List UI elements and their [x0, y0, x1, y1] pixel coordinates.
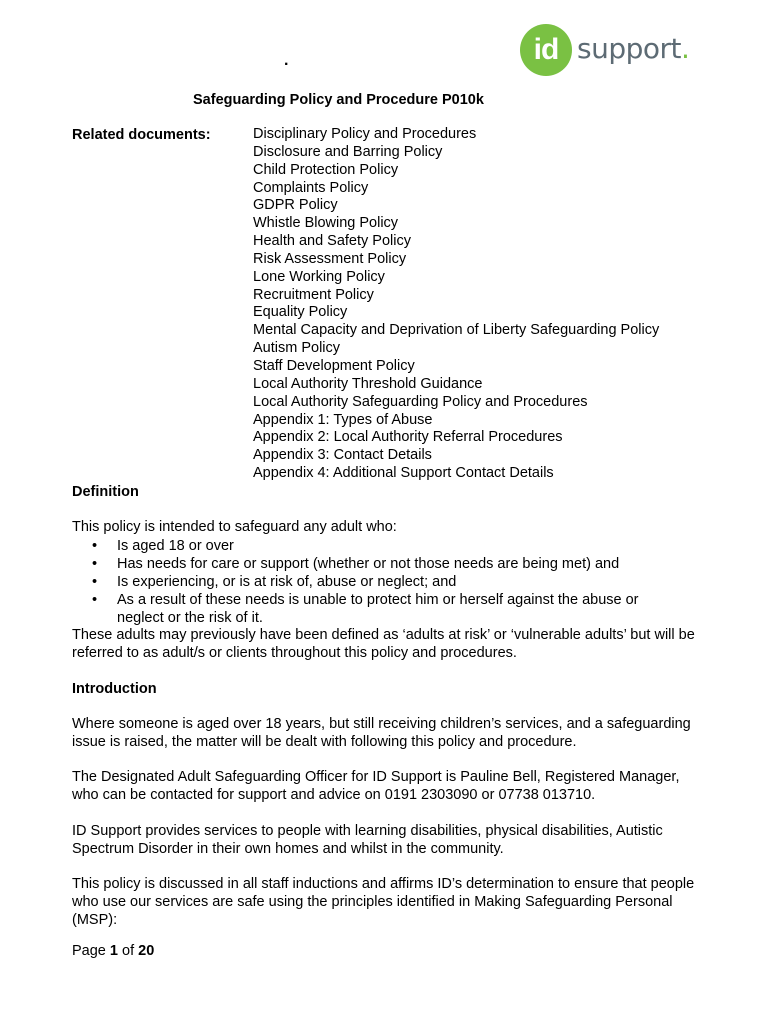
related-document-item: Mental Capacity and Deprivation of Liberty Safeguarding Policy — [253, 322, 660, 339]
introduction-heading: Introduction — [72, 681, 157, 697]
introduction-paragraph-1: Where someone is aged over 18 years, but still receiving children’s services, and a safeguarding issue is raised, the matter will be dealt with following this policy and procedure. — [72, 716, 691, 750]
header-mark: . — [284, 52, 289, 69]
related-document-item: Health and Safety Policy — [253, 233, 411, 250]
definition-bullet-item — [72, 574, 672, 592]
logo-mark: id — [520, 24, 572, 76]
related-document-item: Recruitment Policy — [253, 286, 374, 303]
related-document-item: Child Protection Policy — [253, 161, 399, 178]
related-document-item: Whistle Blowing Policy — [253, 215, 399, 232]
document-title: Safeguarding Policy and Procedure P010k — [193, 92, 484, 108]
footer-current-page: 1 — [109, 943, 118, 959]
related-document-item: Appendix 4: Additional Support Contact Details — [253, 465, 554, 482]
bullet-text: Is experiencing, or is at risk of, abuse or neglect; and — [117, 573, 457, 590]
related-document-item: Disciplinary Policy and Procedures — [253, 126, 477, 142]
definition-bullet-item — [72, 592, 672, 628]
related-document-item: Staff Development Policy — [253, 357, 415, 374]
footer-total-pages: 20 — [138, 943, 155, 959]
footer-of-word: of — [122, 943, 135, 959]
related-document-item: Equality Policy — [253, 304, 348, 321]
bullet-text: Has needs for care or support (whether or not those needs are being met) and — [117, 555, 620, 572]
definition-bullet-list — [72, 538, 672, 628]
related-documents-label: Related documents: — [72, 127, 211, 143]
introduction-paragraph-4: This policy is discussed in all staff inductions and affirms ID’s determination to ensure that people who use our services are safe using the principles identified in Making Safeguarding Personal (MSP): — [72, 876, 695, 928]
bullet-text: Is aged 18 or over — [117, 538, 234, 554]
logo-wordmark — [577, 31, 689, 67]
bullet-marker: • — [92, 573, 98, 590]
definition-closing: These adults may previously have been defined as ‘adults at risk’ or ‘vulnerable adults’ but will be referred to as adult/s or clients throughout this policy and procedures. — [72, 627, 695, 661]
introduction-paragraph-2: The Designated Adult Safeguarding Officer for ID Support is Pauline Bell, Registered Manager, who can be contacted for support and advice on 0191 2303090 or 07738 013710. — [72, 769, 680, 803]
logo-word-text: support — [577, 32, 682, 65]
related-documents-list — [253, 126, 659, 483]
related-document-item: Local Authority Safeguarding Policy and Procedures — [253, 393, 588, 410]
related-document-item: Complaints Policy — [253, 179, 369, 196]
definition-bullet-item — [72, 538, 672, 556]
definition-bullet-item — [72, 556, 672, 574]
page-footer — [72, 943, 154, 959]
logo-dot: . — [681, 32, 690, 65]
related-document-item: Appendix 3: Contact Details — [253, 447, 432, 464]
related-document-item: GDPR Policy — [253, 197, 338, 214]
bullet-marker: • — [92, 555, 98, 572]
introduction-paragraph-3: ID Support provides services to people with learning disabilities, physical disabilities, Autistic Spectrum Disorder in their own homes and whilst in the community. — [72, 823, 663, 857]
related-document-item: Appendix 2: Local Authority Referral Procedures — [253, 429, 563, 446]
definition-heading: Definition — [72, 484, 139, 500]
id-support-logo — [520, 22, 690, 78]
related-document-item: Autism Policy — [253, 340, 341, 357]
related-document-item: Local Authority Threshold Guidance — [253, 375, 483, 392]
bullet-marker: • — [92, 591, 98, 608]
footer-page-word: Page — [72, 943, 106, 959]
related-document-item: Risk Assessment Policy — [253, 250, 407, 267]
related-document-item: Lone Working Policy — [253, 268, 385, 285]
bullet-text: As a result of these needs is unable to protect him or herself against the abuse or neglect or the risk of it. — [117, 591, 639, 626]
related-document-item: Appendix 1: Types of Abuse — [253, 411, 433, 428]
bullet-marker: • — [92, 538, 98, 554]
related-document-item: Disclosure and Barring Policy — [253, 143, 443, 160]
definition-intro: This policy is intended to safeguard any adult who: — [72, 519, 397, 535]
